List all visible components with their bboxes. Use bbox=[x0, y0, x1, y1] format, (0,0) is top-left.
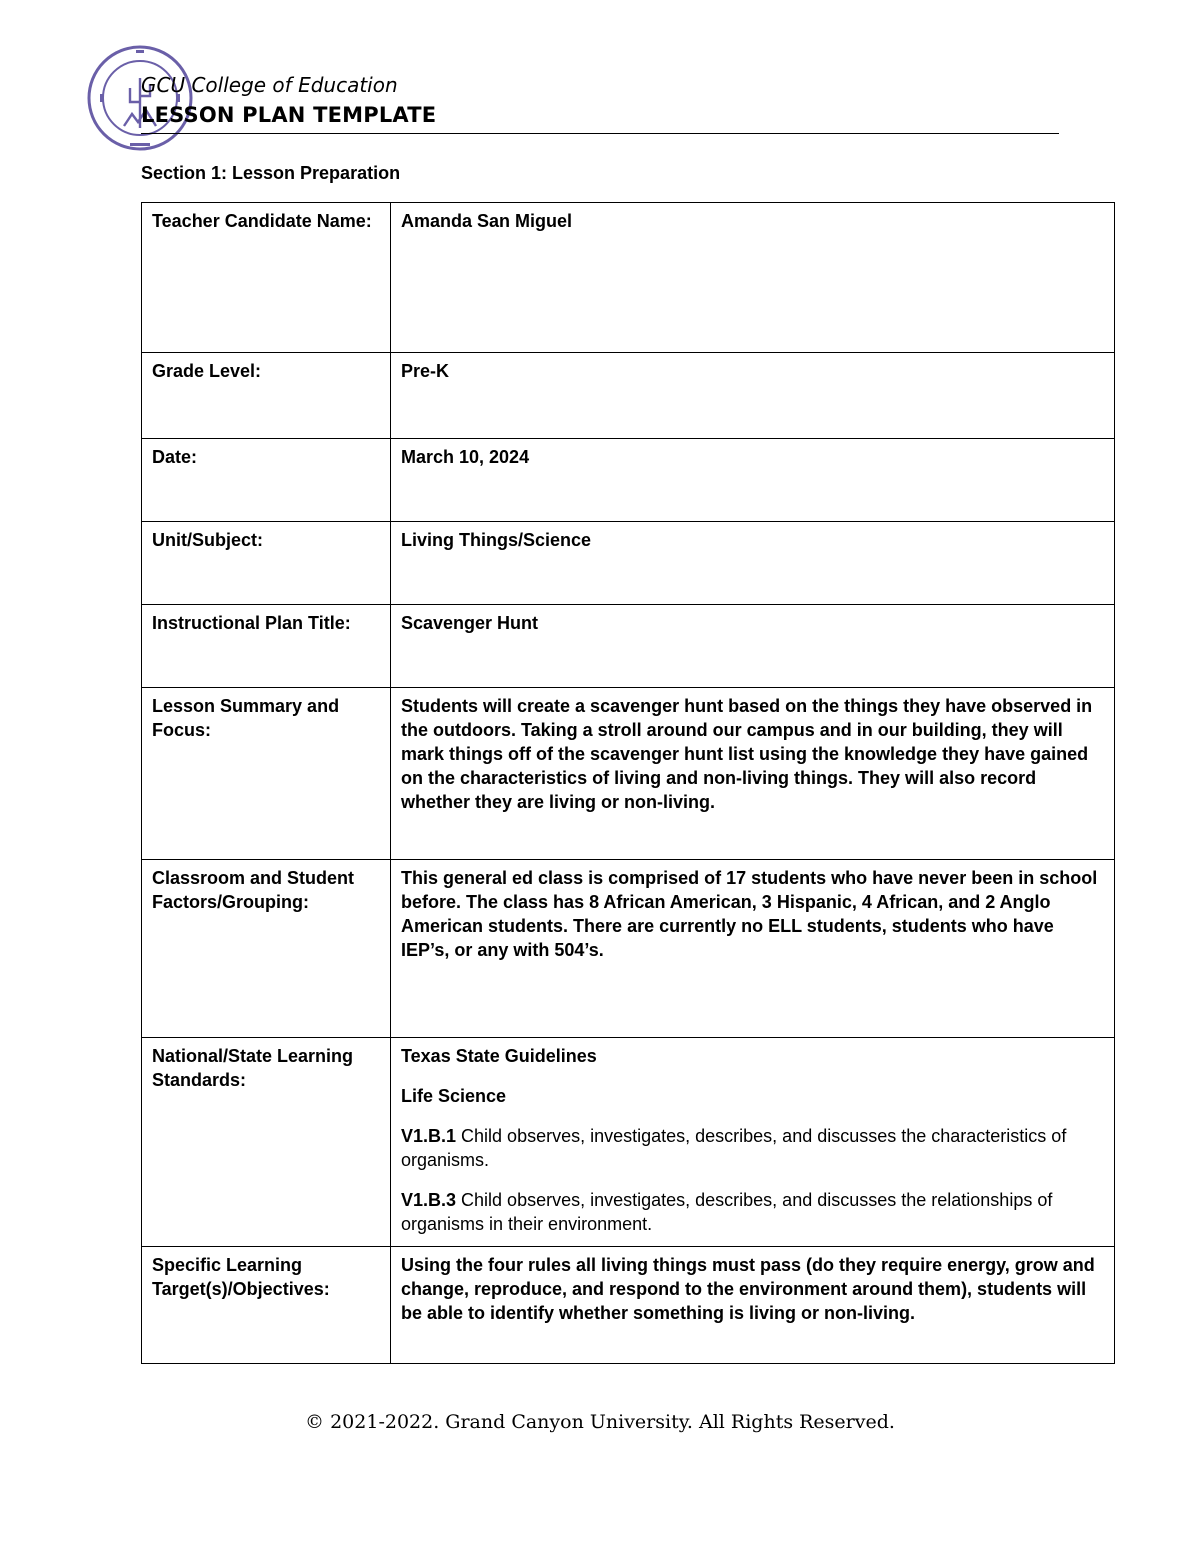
plan-title-value: Scavenger Hunt bbox=[391, 605, 1115, 688]
section-title: Section 1: Lesson Preparation bbox=[141, 163, 401, 183]
standards-heading: Texas State Guidelines bbox=[401, 1046, 597, 1066]
table-row bbox=[142, 1247, 1115, 1364]
standards-subheading: Life Science bbox=[401, 1086, 507, 1106]
table-row bbox=[142, 860, 1115, 1038]
table-row bbox=[142, 1038, 1115, 1247]
row-label: Lesson Summary and Focus: bbox=[142, 688, 391, 860]
table-row bbox=[142, 203, 1115, 353]
standard-text: Child observes, investigates, describes, and discusses the relationships of organisms in their environment. bbox=[401, 1190, 1053, 1234]
table-row bbox=[142, 605, 1115, 688]
table-row bbox=[142, 439, 1115, 522]
table-row bbox=[142, 522, 1115, 605]
table-row bbox=[142, 688, 1115, 860]
lesson-summary-value: Students will create a scavenger hunt based on the things they have observed in the outdoors. Taking a stroll around our campus and in our building, they will mark things off of the scavenger hunt list using the knowledge they have gained on the characteristics of living and non-living things. They will also record whether they are living or non-living. bbox=[391, 688, 1115, 860]
lesson-plan-table bbox=[141, 202, 1115, 1364]
standards-cell bbox=[391, 1038, 1115, 1247]
row-label: Date: bbox=[142, 439, 391, 522]
table-row bbox=[142, 353, 1115, 439]
template-title: LESSON PLAN TEMPLATE bbox=[141, 103, 437, 127]
row-label: Classroom and Student Factors/Grouping: bbox=[142, 860, 391, 1038]
grade-level-value: Pre-K bbox=[391, 353, 1115, 439]
row-label: Instructional Plan Title: bbox=[142, 605, 391, 688]
row-label: National/State Learning Standards: bbox=[142, 1038, 391, 1247]
classroom-factors-value: This general ed class is comprised of 17 students who have never been in school before. The class has 8 African American, 3 Hispanic, 4 African, and 2 Anglo American students. There are currently no ELL students, students who have IEP’s, or any with 504’s. bbox=[391, 860, 1115, 1038]
row-label: Grade Level: bbox=[142, 353, 391, 439]
copyright-footer: © 2021-2022. Grand Canyon University. All Rights Reserved. bbox=[305, 1411, 895, 1433]
standard-item bbox=[401, 1188, 1104, 1236]
row-label: Specific Learning Target(s)/Objectives: bbox=[142, 1247, 391, 1364]
row-label: Teacher Candidate Name: bbox=[142, 203, 391, 353]
standard-item bbox=[401, 1124, 1104, 1172]
standard-code: V1.B.3 bbox=[401, 1190, 457, 1210]
teacher-name-value: Amanda San Miguel bbox=[391, 203, 1115, 353]
standard-text: Child observes, investigates, describes, and discusses the characteristics of organisms. bbox=[401, 1126, 1067, 1170]
college-name: GCU College of Education bbox=[141, 73, 398, 97]
objectives-value: Using the four rules all living things must pass (do they require energy, grow and change, reproduce, and respond to the environment around them), students will be able to identify whether something is living or non-living. bbox=[391, 1247, 1115, 1364]
unit-subject-value: Living Things/Science bbox=[391, 522, 1115, 605]
university-seal-logo bbox=[86, 44, 194, 152]
header-divider bbox=[141, 133, 1059, 134]
standard-code: V1.B.1 bbox=[401, 1126, 457, 1146]
row-label: Unit/Subject: bbox=[142, 522, 391, 605]
date-value: March 10, 2024 bbox=[391, 439, 1115, 522]
